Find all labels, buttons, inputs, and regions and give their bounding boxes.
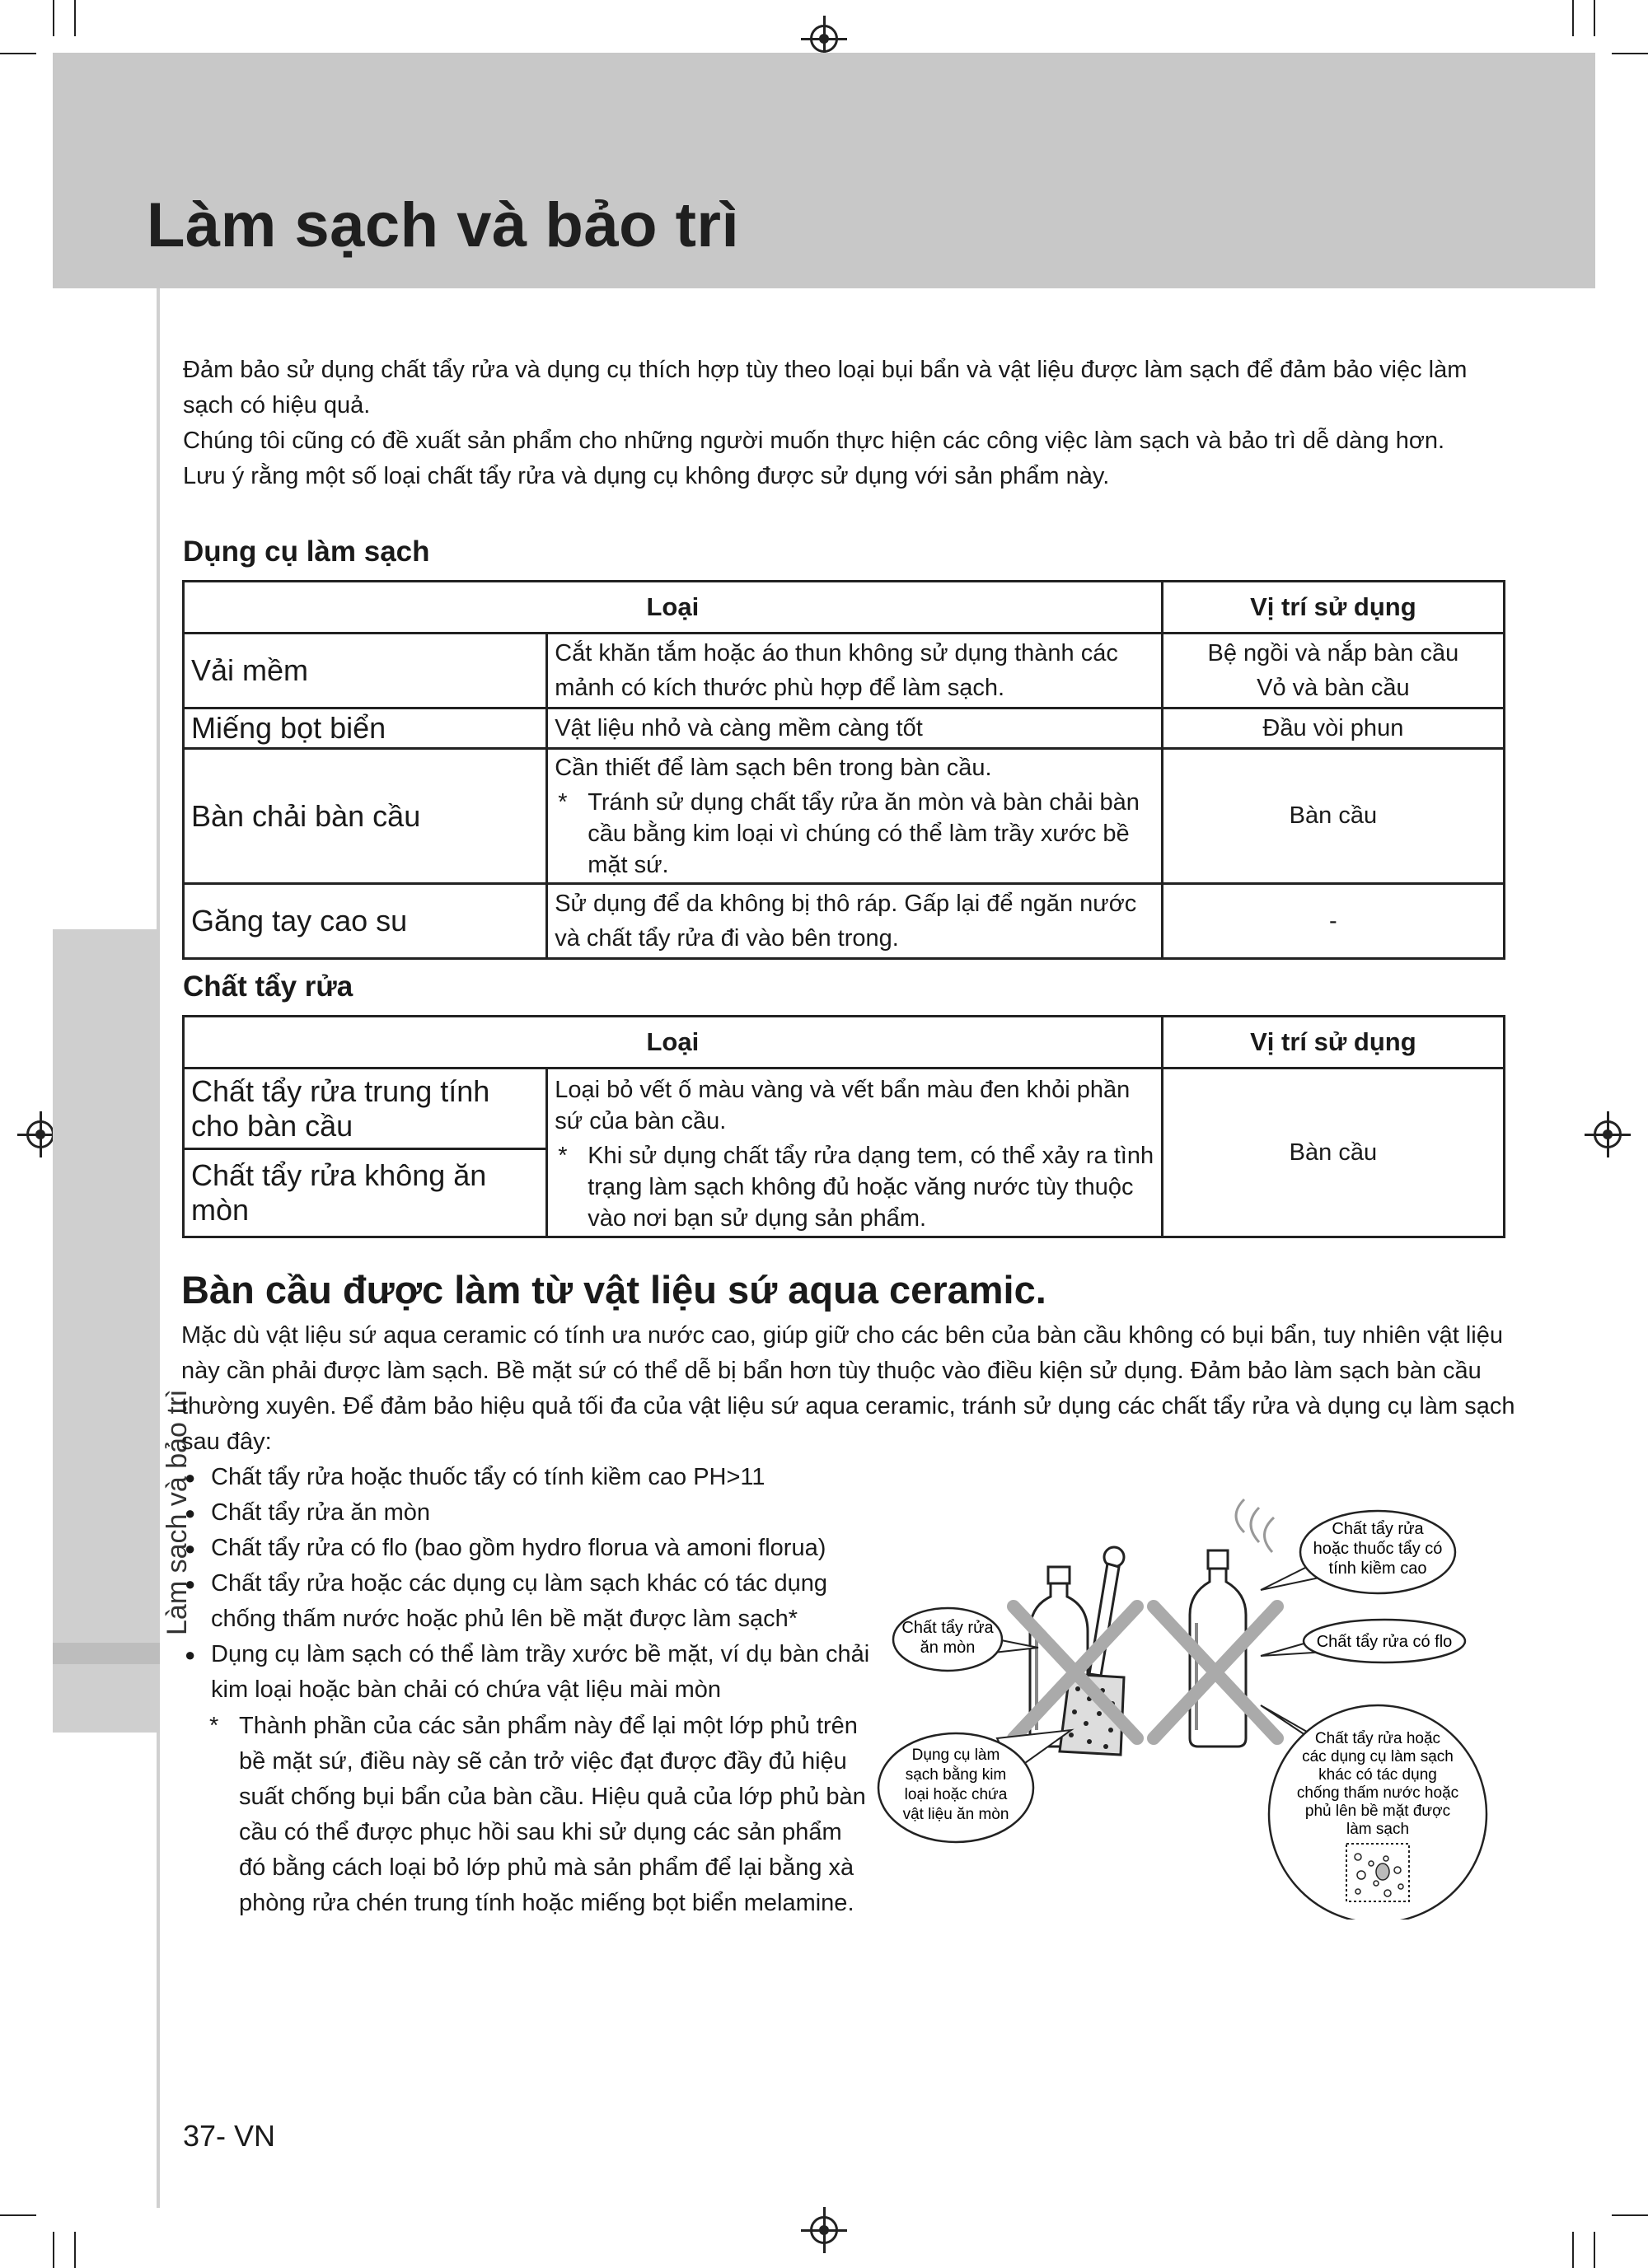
crop-mark <box>1594 2232 1595 2268</box>
detergent-location: Bàn cầu <box>1162 1069 1504 1237</box>
detergents-table <box>182 1015 1505 1238</box>
location-line: Vỏ và bàn cầu <box>1257 675 1410 701</box>
crop-mark <box>74 0 76 36</box>
detergent-name: Chất tẩy rửa trung tính cho bàn cầu <box>184 1069 547 1149</box>
note-mark: * <box>558 788 568 816</box>
table-row <box>184 1069 1505 1149</box>
tool-name: Vải mềm <box>184 634 547 708</box>
side-tab-label: Làm sạch và bảo trì <box>162 1389 193 1635</box>
bubble-text: loại hoặc chứa <box>904 1786 1008 1803</box>
side-tab <box>53 929 160 1733</box>
bubble-text: tính kiềm cao <box>1328 1560 1427 1578</box>
crop-mark <box>1572 0 1574 36</box>
bubble-text: vật liệu ăn mòn <box>902 1806 1009 1823</box>
tool-description: Sử dụng để da không bị thô ráp. Gấp lại để ngăn nước và chất tẩy rửa đi vào bên trong. <box>547 884 1163 959</box>
table-header-row <box>184 582 1505 634</box>
registration-mark-icon <box>1594 1120 1622 1148</box>
tool-name: Găng tay cao su <box>184 884 547 959</box>
prohibited-cleaners-illustration <box>873 1491 1500 1920</box>
registration-mark-icon <box>810 2216 838 2244</box>
aqua-section-title: Bàn cầu được làm từ vật liệu sứ aqua ceramic. <box>181 1268 1046 1312</box>
column-header-location: Vị trí sử dụng <box>1162 1017 1504 1069</box>
note-text: Khi sử dụng chất tẩy rửa dạng tem, có thể xảy ra tình trạng làm sạch không đủ hoặc văng nước tùy thuộc vào nơi bạn sử dụng sản phẩm. <box>588 1143 1154 1232</box>
table-row <box>184 884 1505 959</box>
crop-mark <box>1572 2232 1574 2268</box>
intro-line: Chúng tôi cũng có đề xuất sản phẩm cho những người muốn thực hiện các công việc làm sạch và bảo trì dễ dàng hơn. <box>183 428 1445 454</box>
tool-description-text: Cần thiết để làm sạch bên trong bàn cầu. <box>555 754 992 781</box>
tool-location: Đầu vòi phun <box>1162 708 1504 749</box>
bubble-text: Chất tẩy rửa có flo <box>1316 1633 1453 1651</box>
aqua-footnote <box>209 1709 868 1921</box>
table-row <box>184 708 1505 749</box>
avoid-list <box>181 1460 873 1708</box>
crop-mark <box>1612 2214 1648 2216</box>
tools-section-title: Dụng cụ làm sạch <box>183 535 430 568</box>
table-row <box>184 749 1505 884</box>
table-row <box>184 634 1505 708</box>
detergent-note <box>555 1140 1154 1234</box>
footnote-mark: * <box>209 1713 219 1739</box>
bubble-text: Chất tẩy rửa <box>901 1619 994 1637</box>
detergents-section-title: Chất tẩy rửa <box>183 970 353 1003</box>
bubble-text: sạch bằng kim <box>905 1766 1007 1784</box>
tool-description <box>547 749 1163 884</box>
bubble-text: khác có tác dụng <box>1318 1766 1437 1784</box>
column-header-type: Loại <box>184 582 1163 634</box>
list-item: ● Chất tẩy rửa hoặc thuốc tẩy có tính kiềm cao PH>11 <box>181 1460 873 1495</box>
page-number: 37- VN <box>183 2119 276 2153</box>
bubble-fluorine <box>1261 1620 1465 1662</box>
crop-mark <box>53 0 54 36</box>
detergent-description-text: Loại bỏ vết ố màu vàng và vết bẩn màu đen khỏi phần sứ của bàn cầu. <box>555 1077 1131 1134</box>
page-title: Làm sạch và bảo trì <box>147 190 740 260</box>
bubble-text: làm sạch <box>1346 1821 1410 1838</box>
list-item: ● Chất tẩy rửa hoặc các dụng cụ làm sạch khác có tác dụng chống thấm nước hoặc phủ lên bề mặt được làm sạch* <box>181 1566 873 1637</box>
crop-mark <box>1612 53 1648 54</box>
crop-mark <box>0 2214 36 2216</box>
note-text: Tránh sử dụng chất tẩy rửa ăn mòn và bàn chải bàn cầu bằng kim loại vì chúng có thể làm trầy xước bề mặt sứ. <box>588 788 1140 878</box>
coated-surface-icon <box>1346 1844 1409 1901</box>
crop-mark <box>0 53 36 54</box>
intro-text <box>183 353 1518 494</box>
tool-name: Miếng bọt biển <box>184 708 547 749</box>
detergent-name: Chất tẩy rửa không ăn mòn <box>184 1149 547 1237</box>
intro-line: Lưu ý rằng một số loại chất tẩy rửa và dụng cụ không được sử dụng với sản phẩm này. <box>183 463 1110 489</box>
registration-mark-icon <box>810 25 838 53</box>
crop-mark <box>74 2232 76 2268</box>
aqua-paragraph: Mặc dù vật liệu sứ aqua ceramic có tính ưa nước cao, giúp giữ cho các bên của bàn cầu không có bụi bẩn, tuy nhiên vật liệu này cần phải được làm sạch. Bề mặt sứ có thể dễ bị bẩn hơn tùy thuộc vào điều kiện sử dụng. Đảm bảo làm sạch bàn cầu thường xuyên. Để đảm bảo hiệu quả tối đa của vật liệu sứ aqua ceramic, tránh sử dụng các chất tẩy rửa và dụng cụ làm sạch sau đây: <box>181 1322 1515 1455</box>
tool-location: Bàn cầu <box>1162 749 1504 884</box>
list-item: ● Chất tẩy rửa có flo (bao gồm hydro florua và amoni florua) <box>181 1531 873 1566</box>
list-item: ● Chất tẩy rửa ăn mòn <box>181 1495 873 1531</box>
tool-note <box>555 787 1154 881</box>
tool-location: - <box>1162 884 1504 959</box>
side-tab-divider <box>53 1643 160 1664</box>
tool-location <box>1162 634 1504 708</box>
note-mark: * <box>558 1143 568 1169</box>
list-item: ● Dụng cụ làm sạch có thể làm trầy xước bề mặt, ví dụ bàn chải kim loại hoặc bàn chải có chứa vật liệu mài mòn <box>181 1637 873 1708</box>
bubble-text: chống thấm nước hoặc <box>1296 1784 1459 1802</box>
tool-description: Cắt khăn tắm hoặc áo thun không sử dụng thành các mảnh có kích thước phù hợp để làm sạch. <box>547 634 1163 708</box>
tool-name: Bàn chải bàn cầu <box>184 749 547 884</box>
location-line: Bệ ngồi và nắp bàn cầu <box>1207 640 1459 666</box>
bubble-coating <box>1261 1705 1486 1920</box>
bubble-text: Chất tẩy rửa <box>1332 1520 1424 1538</box>
table-header-row <box>184 1017 1505 1069</box>
bubble-text: hoặc thuốc tẩy có <box>1313 1540 1443 1558</box>
bubble-text: Chất tẩy rửa hoặc <box>1314 1730 1441 1747</box>
crop-mark <box>1594 0 1595 36</box>
tool-description: Vật liệu nhỏ và càng mềm càng tốt <box>547 708 1163 749</box>
registration-mark-icon <box>26 1120 54 1148</box>
bubble-text: Dụng cụ làm <box>911 1747 1000 1764</box>
bubble-text: ăn mòn <box>920 1639 976 1657</box>
bubble-metal-tool <box>878 1730 1071 1842</box>
bubble-alkaline <box>1261 1511 1455 1593</box>
column-header-location: Vị trí sử dụng <box>1162 582 1504 634</box>
crop-mark <box>53 2232 54 2268</box>
intro-line: Đảm bảo sử dụng chất tẩy rửa và dụng cụ thích hợp tùy theo loại bụi bẩn và vật liệu được làm sạch để đảm bảo việc làm sạch có hiệu quả. <box>183 357 1468 419</box>
footnote-text: Thành phần của các sản phẩm này để lại một lớp phủ trên bề mặt sứ, điều này sẽ cản trở việc đạt được đầy đủ hiệu suất chống bụi bẩn của bàn cầu. Hiệu quả của lớp phủ bàn cầu có thể được phục hồi sau khi sử dụng các sản phẩm đó bằng cách loại bỏ lớp phủ mà sản phẩm để lại bằng xà phòng rửa chén trung tính hoặc miếng bọt biển melamine. <box>239 1713 866 1916</box>
bubble-text: phủ lên bề mặt được <box>1304 1803 1451 1820</box>
bubble-text: các dụng cụ làm sạch <box>1302 1748 1454 1765</box>
tools-table <box>182 580 1505 960</box>
column-header-type: Loại <box>184 1017 1163 1069</box>
detergent-description <box>547 1069 1163 1237</box>
